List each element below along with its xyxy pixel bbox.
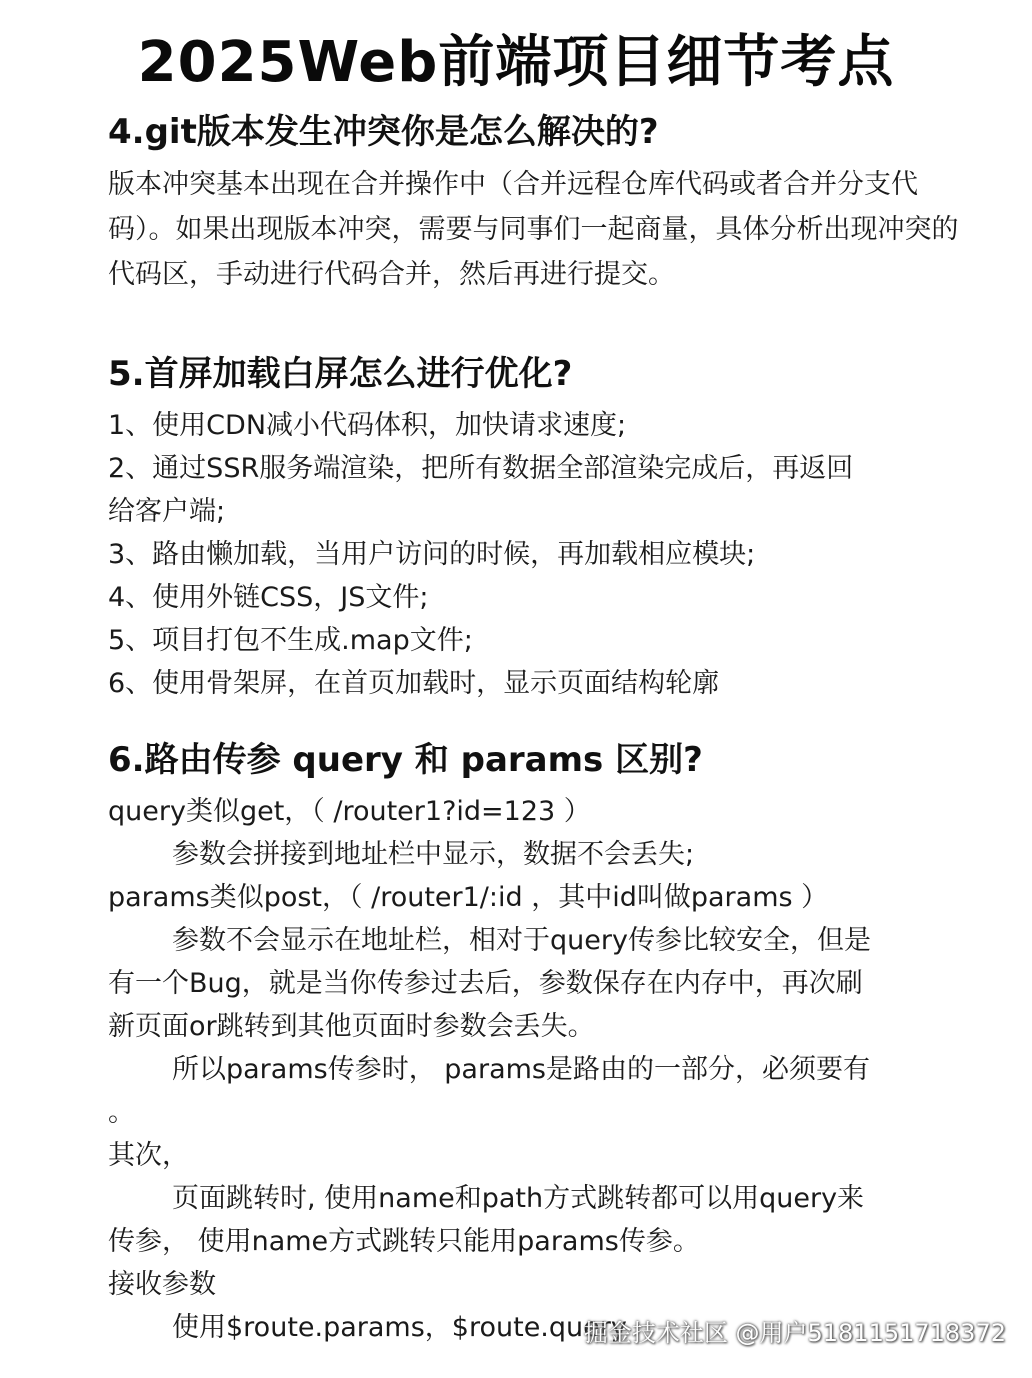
list-item: 4、使用外链CSS，JS文件;	[108, 582, 429, 613]
section-heading: 5.首屏加载白屏怎么进行优化?	[108, 354, 573, 394]
watermark: 掘金技术社区 @用户5181151718372	[583, 1319, 1006, 1347]
section-git-conflict	[108, 110, 968, 297]
section-heading: 4.git版本发生冲突你是怎么解决的?	[108, 112, 659, 152]
text-line: 有一个Bug，就是当你传参过去后，参数保存在内存中，再次刷	[108, 968, 863, 999]
text-line: 参数会拼接到地址栏中显示，数据不会丢失;	[172, 839, 695, 870]
list-item: 3、路由懒加载，当用户访问的时候，再加载相应模块;	[108, 539, 756, 570]
text-line: 新页面or跳转到其他页面时参数会丢失。	[108, 1011, 595, 1042]
section-query-params	[108, 738, 968, 1349]
text-line: params类似post，（ /router1/:id ，其中id叫做params ）	[108, 882, 829, 913]
list-item: 2、通过SSR服务端渲染，把所有数据全部渲染完成后，再返回	[108, 453, 854, 484]
text-line: 使用$route.params，$route.query	[172, 1312, 627, 1343]
page-title: 2025Web前端项目细节考点	[137, 30, 895, 95]
section-first-screen	[108, 352, 968, 705]
section-paragraph: 版本冲突基本出现在合并操作中（合并远程仓库代码或者合并分支代码）。如果出现版本冲突，需要与同事们一起商量，具体分析出现冲突的代码区，手动进行代码合并，然后再进行提交。	[108, 169, 959, 290]
list-item: 给客户端;	[108, 496, 226, 527]
text-line: 。	[108, 1097, 135, 1128]
text-line: 接收参数	[108, 1269, 216, 1300]
text-line: 所以params传参时， params是路由的一部分，必须要有	[172, 1054, 870, 1085]
list-item: 5、项目打包不生成.map文件;	[108, 625, 473, 656]
section-heading: 6.路由传参 query 和 params 区别?	[108, 740, 703, 780]
text-line: query类似get，（ /router1?id=123 ）	[108, 796, 591, 827]
text-line: 其次，	[108, 1140, 189, 1171]
text-line: 参数不会显示在地址栏，相对于query传参比较安全，但是	[172, 925, 871, 956]
text-line: 传参， 使用name方式跳转只能用params传参。	[108, 1226, 700, 1257]
list-item: 6、使用骨架屏，在首页加载时，显示页面结构轮廓	[108, 668, 720, 699]
text-line: 页面跳转时, 使用name和path方式跳转都可以用query来	[172, 1183, 865, 1214]
list-item: 1、使用CDN减小代码体积，加快请求速度;	[108, 410, 627, 441]
